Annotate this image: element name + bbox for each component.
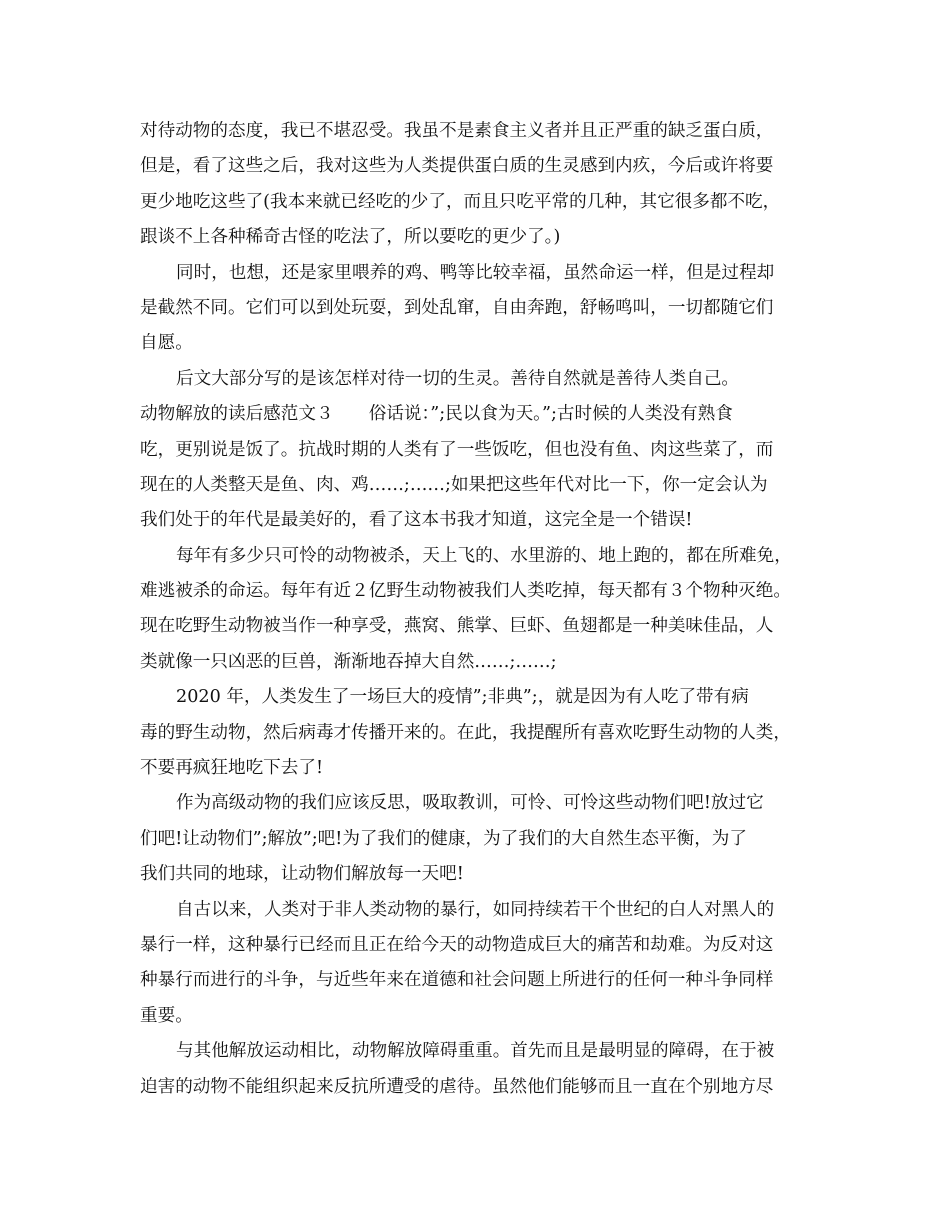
text-line: 我们处于的年代是最美好的，看了这本书我才知道，这完全是一个错误!: [140, 510, 693, 531]
text-line: 但是，看了这些之后，我对这些为人类提供蛋白质的生灵感到内疚，今后或许将要: [140, 156, 774, 177]
text-line: 类就像一只凶恶的巨兽，渐渐地吞掉大自然……;……;: [140, 651, 557, 672]
text-line: 自古以来，人类对于非人类动物的暴行，如同持续若干个世纪的白人对黑人的: [176, 899, 775, 920]
text-line: 同时，也想，还是家里喂养的鸡、鸭等比较幸福，虽然命运一样，但是过程却: [176, 262, 775, 283]
text-line: 对待动物的态度，我已不堪忍受。我虽不是素食主义者并且正严重的缺乏蛋白质，: [140, 121, 774, 141]
text-line: 自愿。: [140, 333, 193, 354]
text-line: 每年有多少只可怜的动物被杀，天上飞的、水里游的、地上跑的，都在所难免，: [176, 545, 792, 566]
text-line: 重要。: [140, 1005, 193, 1026]
text-line: 难逃被杀的命运。每年有近２亿野生动物被我们人类吃掉，每天都有３个物种灭绝。: [140, 581, 791, 602]
text-line: 后文大部分写的是该怎样对待一切的生灵。善待自然就是善待人类自己。: [176, 368, 740, 389]
text-line: 与其他解放运动相比，动物解放障碍重重。首先而且是最明显的障碍，在于被: [176, 1041, 775, 1062]
text-line: 2020 年，人类发生了一场巨大的疫情”;非典”;，就是因为有人吃了带有病: [176, 687, 749, 708]
text-line: 们吧!让动物们”;解放”;吧!为了我们的健康，为了我们的大自然生态平衡，为了: [140, 828, 747, 849]
text-line: 我们共同的地球，让动物们解放每一天吧!: [140, 864, 464, 885]
text-line: 迫害的动物不能组织起来反抗所遭受的虐待。虽然他们能够而且一直在个别地方尽: [140, 1076, 774, 1097]
text-line: 毒的野生动物，然后病毒才传播开来的。在此，我提醒所有喜欢吃野生动物的人类，: [140, 722, 791, 743]
text-line: 现在吃野生动物被当作一种享受，燕窝、熊掌、巨虾、鱼翅都是一种美味佳品，人: [140, 616, 774, 637]
document-page: [140, 114, 820, 1105]
text-line: 不要再疯狂地吃下去了!: [140, 758, 324, 779]
text-line: 动物解放的读后感范文３ 俗话说：”;民以食为天。”;古时候的人类没有熟食: [140, 404, 733, 425]
text-line: 暴行一样，这种暴行已经而且正在给今天的动物造成巨大的痛苦和劫难。为反对这: [140, 934, 774, 955]
text-line: 吃，更别说是饭了。抗战时期的人类有了一些饭吃，但也没有鱼、肉这些菜了，而: [140, 439, 774, 460]
text-line: 现在的人类整天是鱼、肉、鸡……;……;如果把这些年代对比一下，你一定会认为: [140, 474, 768, 495]
text-line: 跟谈不上各种稀奇古怪的吃法了，所以要吃的更少了。): [140, 227, 561, 248]
text-line: 更少地吃这些了(我本来就已经吃的少了，而且只吃平常的几种，其它很多都不吃，: [140, 191, 781, 212]
text-line: 作为高级动物的我们应该反思，吸取教训，可怜、可怜这些动物们吧!放过它: [176, 793, 764, 814]
text-line: 种暴行而进行的斗争，与近些年来在道德和社会问题上所进行的任何一种斗争同样: [140, 970, 774, 991]
text-line: 是截然不同。它们可以到处玩耍，到处乱窜，自由奔跑，舒畅鸣叫，一切都随它们: [140, 297, 774, 318]
